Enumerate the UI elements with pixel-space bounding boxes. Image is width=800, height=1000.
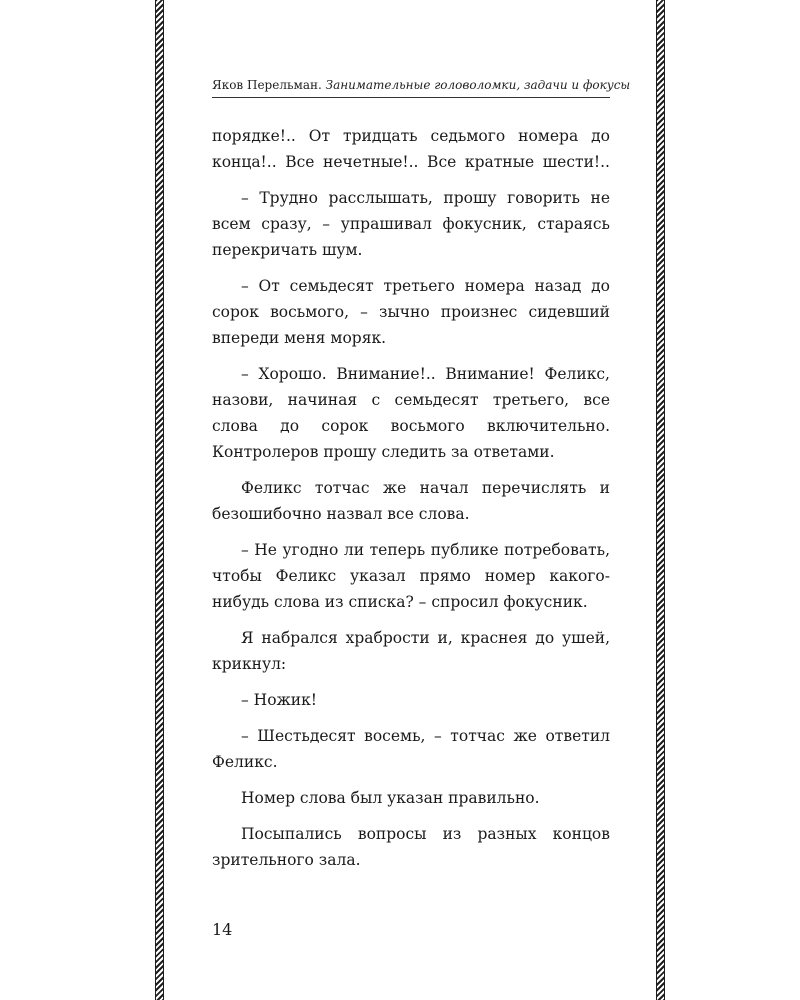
left-decorative-border (155, 0, 164, 1000)
body-text (212, 123, 610, 883)
paragraph: – От семьдесят третьего номера назад до сорок восьмого, – зычно произнес сидевший впереди меня моряк. (212, 277, 610, 347)
paragraph: Посыпались вопросы из разных концов зрительного зала. (212, 825, 610, 869)
paragraph: – Шестьдесят восемь, – тотчас же ответил Феликс. (212, 727, 610, 771)
header-rule (212, 97, 610, 98)
paragraph: – Трудно расслышать, прошу говорить не всем сразу, – упрашивал фокусник, стараясь перекричать шум. (212, 189, 610, 259)
paragraph: Номер слова был указан правильно. (241, 789, 540, 807)
header-author: Яков Перельман. (212, 78, 322, 92)
running-header (212, 78, 631, 92)
paragraph: порядке!.. От тридцать седьмого номера до конца!.. Все нечетные!.. Все кратные шести!.. (212, 127, 610, 171)
paragraph: – Ножик! (241, 691, 318, 709)
paragraph: – Не угодно ли теперь публике потребовать, чтобы Феликс указал прямо номер какого-нибудь слова из списка? – спросил фокусник. (212, 541, 610, 611)
header-book-title: Занимательные головоломки, задачи и фокусы (325, 78, 631, 92)
page-number: 14 (212, 920, 233, 939)
paragraph: Феликс тотчас же начал перечислять и безошибочно назвал все слова. (212, 479, 610, 523)
paragraph: Я набрался храбрости и, краснея до ушей, крикнул: (212, 629, 610, 673)
paragraph: – Хорошо. Внимание!.. Внимание! Феликс, назови, начиная с семьдесят третьего, все слова до сорок восьмого включительно. Контролеров прошу следить за ответами. (212, 365, 610, 461)
right-decorative-border (656, 0, 665, 1000)
